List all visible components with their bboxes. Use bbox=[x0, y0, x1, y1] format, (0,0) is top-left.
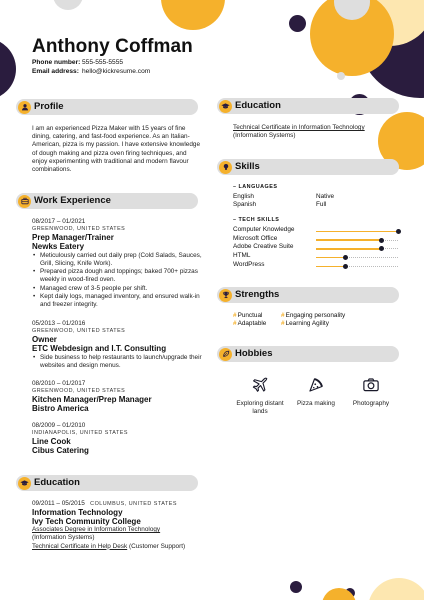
job-dates: 08/2010 – 01/2017 bbox=[32, 380, 86, 387]
job-title: Prep Manager/Trainer bbox=[32, 233, 114, 243]
education-degree: Information Technology bbox=[32, 508, 123, 518]
hobby-item-photography bbox=[341, 376, 401, 408]
education-item-2 bbox=[32, 543, 204, 551]
job-bullets bbox=[32, 252, 202, 309]
strengths-title: Strengths bbox=[235, 289, 280, 300]
camera-icon bbox=[362, 376, 380, 394]
list-item: • Prepared pizza dough and toppings; baked 700+ pizzas weekly in wood-fired oven. bbox=[32, 268, 202, 284]
decor-circle-top-dark-small bbox=[289, 15, 306, 32]
strength-item: #Learning Agility bbox=[281, 320, 329, 327]
tech-skill-name: HTML bbox=[233, 252, 251, 260]
language-level: Native bbox=[316, 193, 335, 200]
job-location: GREENWOOD, UNITED STATES bbox=[32, 328, 126, 335]
job-entry-3 bbox=[32, 380, 202, 413]
skills-title: Skills bbox=[235, 161, 260, 172]
education-school: Ivy Tech Community College bbox=[32, 517, 141, 527]
decor-circle-left-dark bbox=[0, 38, 16, 100]
graduation-cap-icon bbox=[219, 100, 232, 113]
profile-section-header bbox=[16, 99, 198, 115]
education-dates-line bbox=[32, 500, 204, 508]
phone-line bbox=[32, 58, 123, 67]
tech-skill-name: Computer Knowledge bbox=[233, 226, 295, 233]
job-dates: 08/2009 – 01/2010 bbox=[32, 422, 86, 429]
experience-title: Work Experience bbox=[34, 195, 111, 206]
language-level: Full bbox=[316, 201, 327, 208]
strengths-section-header bbox=[217, 287, 399, 303]
education-right-entry bbox=[233, 124, 403, 140]
education-dates: 09/2011 – 05/2015 bbox=[32, 500, 85, 507]
hobby-label: Photography bbox=[352, 400, 390, 407]
job-title: Owner bbox=[32, 335, 57, 345]
education-item-2-rest: (Customer Support) bbox=[128, 542, 186, 550]
decor-circle-bottom-dark bbox=[290, 581, 302, 593]
strength-item: #Engaging personality bbox=[281, 312, 346, 319]
experience-section-header bbox=[16, 193, 198, 209]
education-right-title: Education bbox=[235, 100, 281, 111]
list-item: • Side business to help restaurants to launch/upgrade their websites and design menus. bbox=[32, 354, 202, 370]
skill-level-fill bbox=[316, 231, 398, 233]
education-right-link[interactable]: Technical Certificate in Information Technology bbox=[233, 124, 365, 131]
skill-level-knob bbox=[379, 246, 384, 251]
education-left-section-header bbox=[16, 475, 198, 491]
education-item-1-rest: (Information Systems) bbox=[32, 534, 95, 542]
education-left-title: Education bbox=[34, 477, 80, 488]
pizza-slice-icon bbox=[307, 376, 325, 394]
hobby-label: Pizza making bbox=[296, 400, 335, 407]
job-company: Bistro America bbox=[32, 404, 89, 414]
trophy-icon bbox=[219, 289, 232, 302]
job-title: Kitchen Manager/Prep Manager bbox=[32, 395, 152, 405]
strength-label: Engaging personality bbox=[285, 312, 346, 319]
job-entry-1 bbox=[32, 218, 202, 309]
email-line bbox=[32, 67, 150, 76]
tech-skill-name: Adobe Creative Suite bbox=[233, 243, 294, 251]
language-name: Spanish bbox=[233, 201, 257, 208]
skill-level-knob bbox=[343, 264, 348, 269]
list-item: • Meticulously carried out daily prep (Cold Salads, Sauces, Grill, Slicing, Knife Work). bbox=[32, 252, 202, 268]
hobby-item-pizza bbox=[286, 376, 346, 408]
education-item-1-link[interactable]: Associates Degree in Information Technology bbox=[32, 526, 161, 534]
decor-circle-bottom-pale bbox=[368, 578, 424, 600]
lightbulb-icon bbox=[219, 161, 232, 174]
leaf-icon bbox=[219, 348, 232, 361]
phone-value: 555-555-5555 bbox=[82, 59, 124, 66]
email-label: Email address: bbox=[32, 68, 79, 75]
strength-item: #Adaptable bbox=[233, 320, 267, 327]
decor-circle-top-gray bbox=[53, 0, 83, 10]
hobby-label: Exploring distant lands bbox=[236, 400, 284, 415]
strength-item: #Punctual bbox=[233, 312, 263, 319]
user-icon bbox=[18, 101, 31, 114]
candidate-name: Anthony Coffman bbox=[32, 36, 193, 57]
hobbies-title: Hobbies bbox=[235, 348, 273, 359]
job-location: GREENWOOD, UNITED STATES bbox=[32, 388, 126, 395]
briefcase-icon bbox=[18, 195, 31, 208]
education-right-section-header bbox=[217, 98, 399, 114]
profile-text: I am an experienced Pizza Maker with 15 years of fine dining, catering, and fast-food experience. As an Italian-American, pizza is my passion. I have extensive knowledge of dough making and pizza oven firing techniques, and enjoy experimenting with traditional and modern flavour combinations. bbox=[32, 125, 201, 174]
job-company: Newks Eatery bbox=[32, 242, 85, 252]
decor-circle-top-orange bbox=[161, 0, 225, 30]
profile-title: Profile bbox=[34, 101, 64, 112]
tech-skill-name: Microsoft Office bbox=[233, 234, 278, 242]
strength-label: Punctual bbox=[237, 312, 263, 319]
education-left-entry bbox=[32, 500, 204, 551]
strength-label: Adaptable bbox=[237, 320, 267, 327]
job-bullets bbox=[32, 354, 202, 370]
job-entry-4 bbox=[32, 422, 202, 455]
graduation-cap-icon bbox=[18, 477, 31, 490]
skill-level-knob bbox=[379, 238, 384, 243]
list-item: • Managed crew of 3-5 people per shift. bbox=[32, 285, 202, 293]
tech-skill-name: WordPress bbox=[233, 260, 265, 268]
hobby-item-travel bbox=[230, 376, 290, 416]
job-company: ETC Webdesign and I.T. Consulting bbox=[32, 344, 167, 354]
education-item-1 bbox=[32, 526, 204, 542]
job-location: GREENWOOD, UNITED STATES bbox=[32, 226, 126, 233]
skill-level-knob bbox=[343, 255, 348, 260]
job-dates: 05/2013 – 01/2016 bbox=[32, 320, 86, 327]
skill-level-fill bbox=[316, 239, 382, 241]
airplane-icon bbox=[251, 376, 269, 394]
skills-section-header bbox=[217, 159, 399, 175]
education-right-rest: (Information Systems) bbox=[233, 132, 296, 140]
job-title: Line Cook bbox=[32, 437, 71, 447]
skill-level-fill bbox=[316, 266, 346, 268]
skill-level-knob bbox=[396, 229, 401, 234]
education-item-2-link[interactable]: Technical Certificate in Help Desk bbox=[32, 542, 128, 550]
job-dates: 08/2017 – 01/2021 bbox=[32, 218, 86, 225]
job-location: INDIANAPOLIS, UNITED STATES bbox=[32, 430, 128, 437]
job-entry-2 bbox=[32, 320, 202, 370]
skill-level-fill bbox=[316, 248, 382, 250]
email-value[interactable]: hello@kickresume.com bbox=[82, 68, 151, 75]
list-item: • Kept daily logs, managed inventory, and ensured walk-in and freezer integrity. bbox=[32, 293, 202, 309]
hobbies-section-header bbox=[217, 346, 399, 362]
languages-heading: – LANGUAGES bbox=[233, 184, 278, 190]
tech-skills-heading: – TECH SKILLS bbox=[233, 217, 280, 223]
decor-circle-right-gray-tiny bbox=[337, 72, 345, 80]
job-company: Cibus Catering bbox=[32, 446, 89, 456]
education-location: COLUMBUS, UNITED STATES bbox=[90, 501, 177, 507]
skill-level-fill bbox=[316, 257, 346, 259]
phone-label: Phone number: bbox=[32, 59, 81, 66]
language-name: English bbox=[233, 193, 254, 200]
strength-label: Learning Agility bbox=[285, 320, 329, 327]
